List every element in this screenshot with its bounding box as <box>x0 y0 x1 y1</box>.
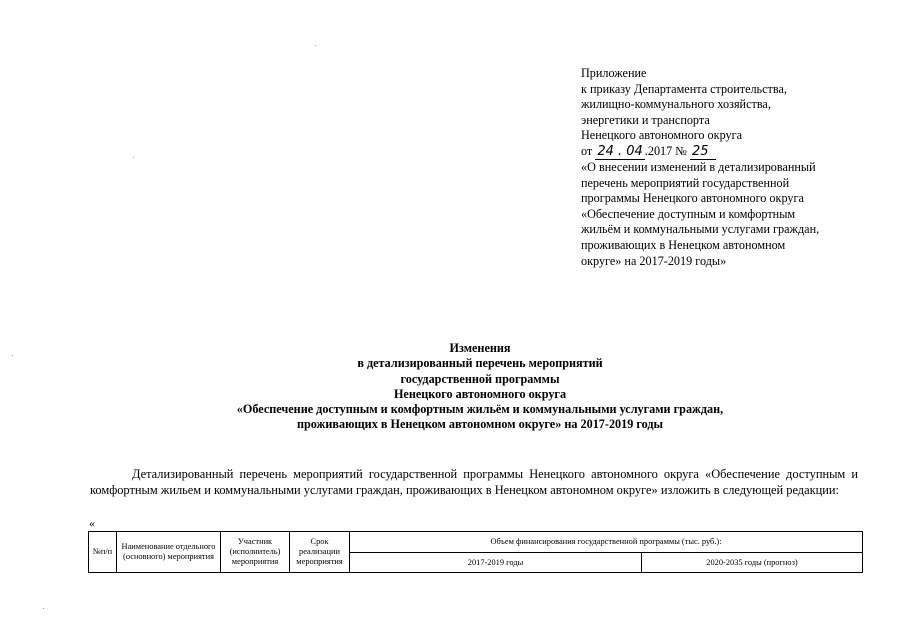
scan-speck <box>43 608 44 609</box>
title-line: государственной программы <box>400 371 560 386</box>
appendix-subject-line: перечень мероприятий государственной <box>581 175 790 190</box>
order-date-line <box>581 144 871 160</box>
appendix-line: энергетики и транспорта <box>581 112 710 127</box>
scan-speck <box>12 355 13 356</box>
handwritten-date: 24 . 04 <box>597 143 643 159</box>
title-line: проживающих в Ненецком автономном округе» на 2017-2019 годы <box>296 417 664 432</box>
header-years-2020-2035: 2020-2035 годы (прогноз) <box>642 553 863 573</box>
header-period: Срок реализации мероприятия <box>290 532 350 573</box>
number-label: № <box>675 143 687 158</box>
scan-speck <box>133 157 134 158</box>
appendix-subject-line: «Обеспечение доступным и комфортным <box>581 206 796 221</box>
title-line: Изменения <box>449 341 511 355</box>
date-prefix: от <box>581 143 593 158</box>
appendix-subject-line: «О внесении изменений в детализированный <box>581 159 816 174</box>
title-line: «Обеспечение доступным и комфортным жильём и коммунальными услугами граждан, <box>236 402 724 417</box>
appendix-subject-line: округе» на 2017-2019 годы» <box>581 253 727 268</box>
header-num: №п/п <box>89 532 117 573</box>
header-years-2017-2019: 2017-2019 годы <box>350 553 642 573</box>
appendix-line: жилищно-коммунального хозяйства, <box>581 97 771 112</box>
appendix-subject-line: проживающих в Ненецком автономном <box>581 237 786 252</box>
document-title <box>160 341 800 433</box>
appendix-line: Приложение <box>581 66 647 80</box>
appendix-line: к приказу Департамента строительства, <box>581 81 787 96</box>
title-line: в детализированный перечень мероприятий <box>357 356 603 371</box>
appendix-subject-line: жильём и коммунальными услугами граждан, <box>581 222 820 237</box>
appendix-subject-line: программы Ненецкого автономного округа <box>581 191 804 206</box>
header-funding: Объем финансирования государственной программы (тыс. руб.): <box>350 532 863 553</box>
opening-quote-mark: « <box>89 516 95 530</box>
body-paragraph: Детализированный перечень мероприятий государственной программы Ненецкого автономного округа «Обеспечение доступным и комфортным жильем и коммунальными услугами граждан, проживающих в Ненецком автономном округе» изложить в следующей редакции: <box>90 467 858 497</box>
body-paragraph-block <box>90 467 858 498</box>
appendix-block <box>581 66 871 269</box>
header-participant: Участник (исполнитель) мероприятия <box>221 532 290 573</box>
date-year: .2017 <box>644 143 673 158</box>
appendix-line: Ненецкого автономного округа <box>581 128 743 143</box>
handwritten-number: 25 <box>690 145 716 160</box>
title-line: Ненецкого автономного округа <box>393 386 567 401</box>
scan-speck <box>315 45 316 46</box>
activities-table <box>88 531 863 573</box>
header-name: Наименование отдельного (основного) мероприятия <box>117 532 221 573</box>
